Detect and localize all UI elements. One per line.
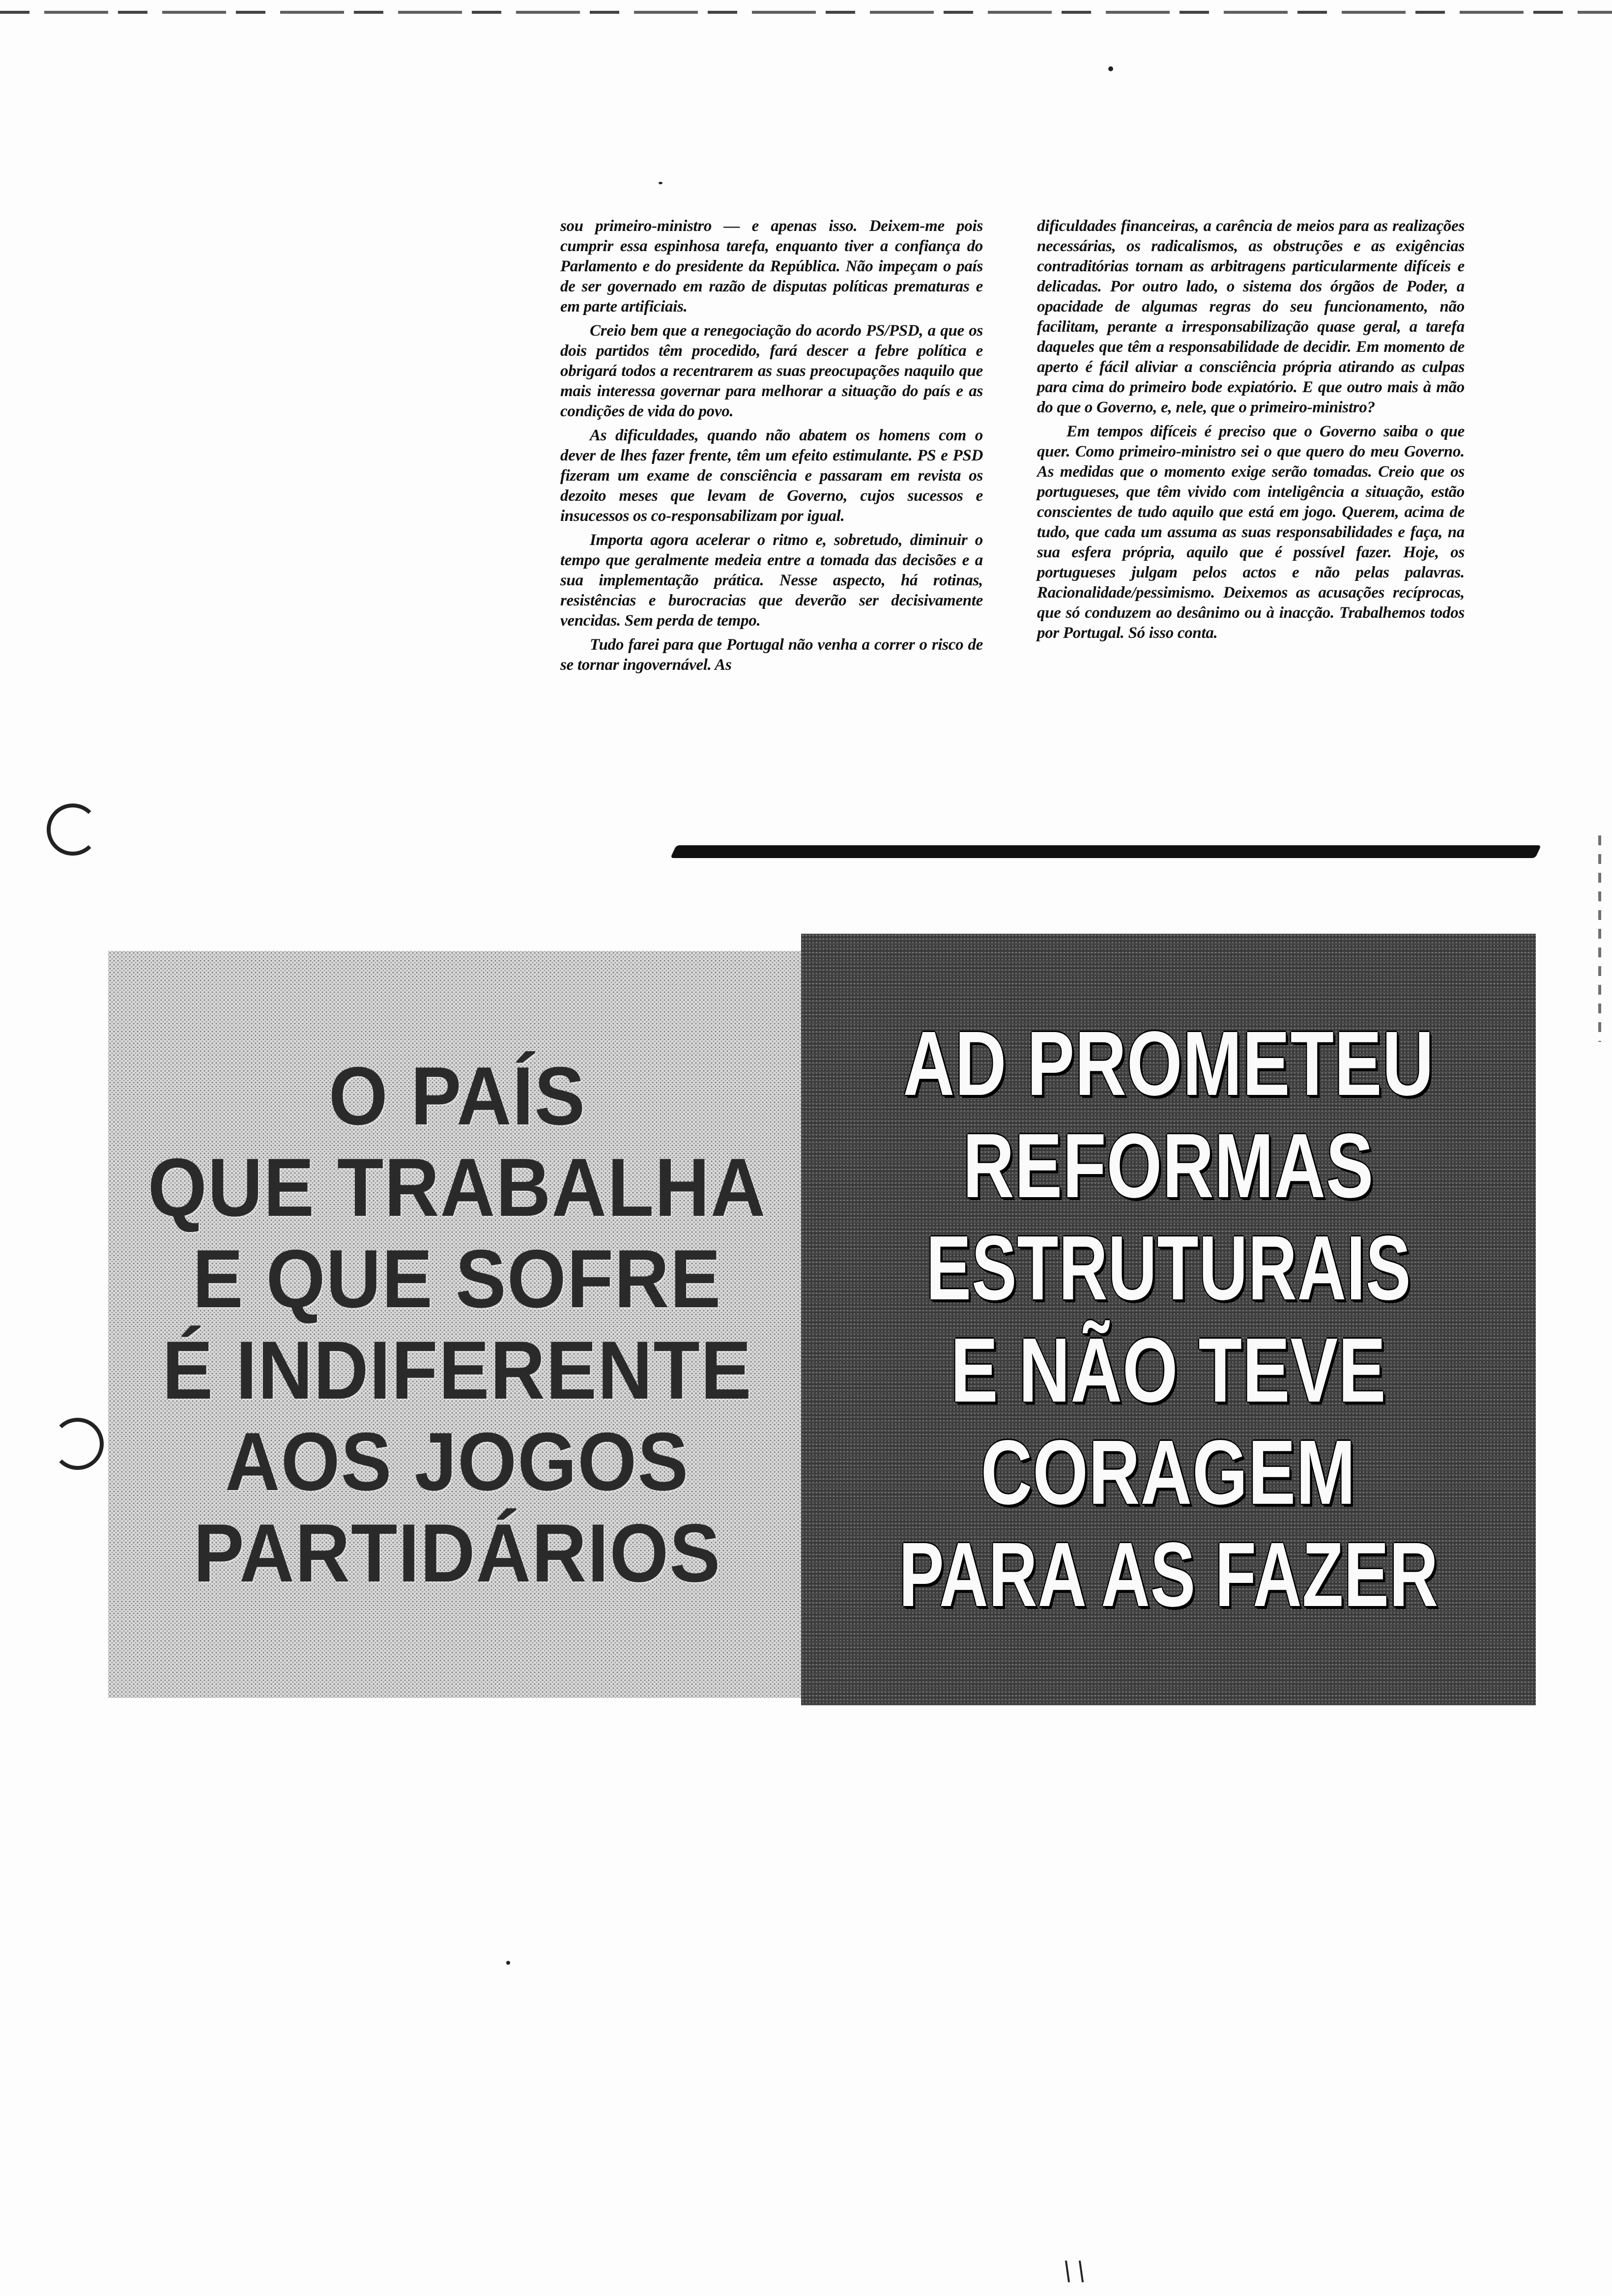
headline-line: CORAGEM bbox=[980, 1422, 1356, 1523]
scan-speck bbox=[659, 182, 662, 184]
article-paragraph: sou primeiro-ministro — e apenas isso. Deixem-me pois cumprir essa espinhosa tarefa, enquanto tiver a confiança do Parlamento e do presidente da República. Não impeçam o país de ser governado em razão de disputas políticas prematuras e em parte artificiais. bbox=[560, 217, 983, 316]
punch-hole-top bbox=[47, 804, 99, 856]
article-paragraph: As dificuldades, quando não abatem os homens com o dever de lhes fazer frente, têm um efeito estimulante. PS e PSD fizeram um exame de consciência e passaram em revista os dezoito meses que levam de Governo, cujos sucessos e insucessos os co-responsabilizam por igual. bbox=[560, 427, 983, 525]
scan-speck bbox=[1108, 66, 1113, 71]
article-paragraph: Importa agora acelerar o ritmo e, sobretudo, diminuir o tempo que geralmente medeia entre a tomada das decisões e a sua implementação prática. Nesse aspecto, há rotinas, resistências e burocracias que deverão ser decisivamente vencidas. Sem perda de tempo. bbox=[560, 531, 983, 630]
headline-line: E NÃO TEVE bbox=[950, 1320, 1386, 1421]
headline-line: REFORMAS bbox=[963, 1115, 1374, 1217]
headline-line: O PAÍS bbox=[328, 1050, 586, 1142]
article-paragraph: Creio bem que a renegociação do acordo PS/PSD, a que os dois partidos têm procedido, fará descer a febre política e obrigará todos a recentrarem as suas preocupações naquilo que mais interessa governar para melhorar a situação do país e as condições de vida do povo. bbox=[560, 322, 983, 420]
headline-line: AD PROMETEU bbox=[903, 1013, 1434, 1115]
headline-line: AOS JOGOS bbox=[225, 1415, 690, 1508]
headline-left-block bbox=[108, 951, 806, 1698]
scan-tick-mark bbox=[1065, 2261, 1070, 2282]
article-right-column bbox=[1037, 216, 1465, 647]
headline-line: ESTRUTURAIS bbox=[926, 1217, 1411, 1319]
punch-hole-bottom bbox=[52, 1418, 104, 1470]
scan-top-rule bbox=[0, 11, 1612, 14]
headline-line: QUE TRABALHA bbox=[147, 1141, 767, 1234]
headline-right-block bbox=[801, 934, 1536, 1705]
article-bottom-rule bbox=[670, 845, 1541, 858]
headline-line: É INDIFERENTE bbox=[162, 1324, 752, 1416]
headline-line: E QUE SOFRE bbox=[192, 1233, 722, 1325]
scan-right-edge bbox=[1598, 835, 1601, 1042]
article-paragraph: Tudo farei para que Portugal não venha a correr o risco de se tornar ingovernável. As bbox=[560, 636, 983, 674]
scan-speck bbox=[506, 1961, 510, 1965]
headline-line: PARA AS FAZER bbox=[898, 1524, 1439, 1626]
headline-line: PARTIDÁRIOS bbox=[193, 1507, 721, 1599]
article-paragraph: Em tempos difíceis é preciso que o Governo saiba o que quer. Como primeiro-ministro sei o que quero do meu Governo. As medidas que o momento exige serão tomadas. Creio que os portugueses, que têm vivido com inteligência a situação, estão conscientes de tudo aquilo que está em jogo. Querem, acima de tudo, que cada um assuma as suas responsabilidades e faça, na sua esfera própria, aquilo que é possível fazer. Hoje, os portugueses julgam pelos actos e não pelas palavras. Racionalidade/pessimismo. Deixemos as acusações recíprocas, que só conduzem ao desânimo ou à inacção. Trabalhemos todos por Portugal. Só isso conta. bbox=[1037, 423, 1465, 642]
article-left-column bbox=[560, 216, 983, 679]
article-paragraph: dificuldades financeiras, a carência de meios para as realizações necessárias, os radicalismos, as obstruções e as exigências contraditórias tornam as arbitragens particularmente difíceis e delicadas. Por outro lado, o sistema dos órgãos de Poder, a opacidade de algumas regras do seu funcionamento, não facilitam, perante a irresponsabilização quase geral, a tarefa daqueles que têm a responsabilidade de decidir. Em momento de aperto é fácil aliviar a consciência própria atirando as culpas para cima do primeiro bode expiatório. E que outro mais à mão do que o Governo, e, nele, que o primeiro-ministro? bbox=[1037, 217, 1465, 416]
article-clipping bbox=[550, 206, 1469, 845]
